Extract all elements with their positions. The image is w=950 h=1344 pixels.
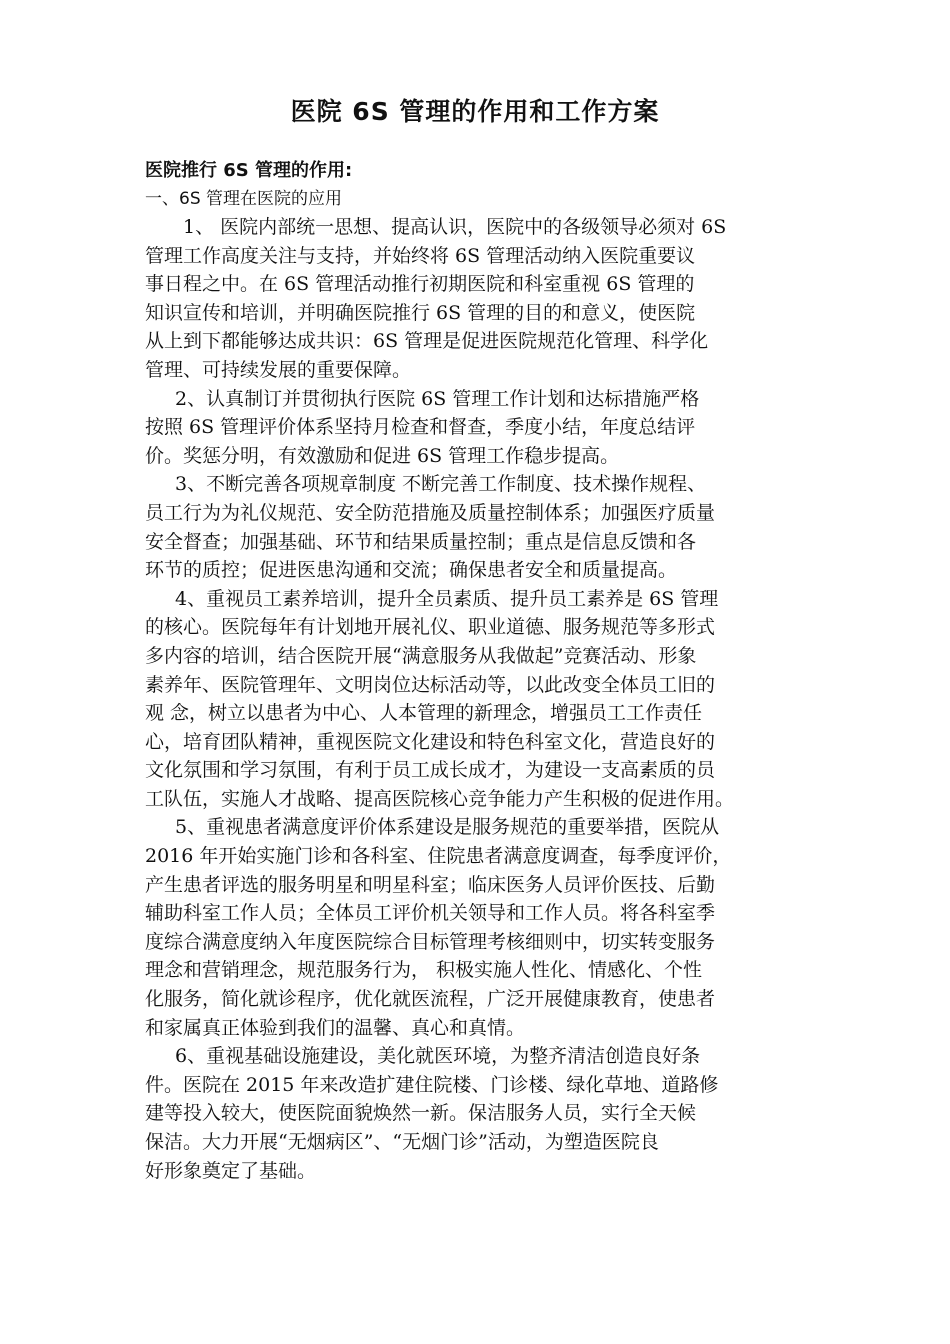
paragraph-line: 化服务，简化就诊程序，优化就医流程，广泛开展健康教育，使患者 — [145, 988, 716, 1011]
paragraph-line: 理念和营销理念，规范服务行为， 积极实施人性化、情感化、个性 — [145, 959, 703, 982]
paragraph-line: 2、认真制订并贯彻执行医院 6S 管理工作计划和达标措施严格 — [175, 387, 700, 410]
paragraph-line: 管理、可持续发展的重要保障。 — [145, 358, 412, 381]
paragraph-line: 2016 年开始实施门诊和各科室、住院患者满意度调查，每季度评价， — [145, 845, 732, 868]
paragraph-line: 员工行为为礼仪规范、安全防范措施及质量控制体系；加强医疗质量 — [145, 501, 716, 524]
paragraph-line: 5、重视患者满意度评价体系建设是服务规范的重要举措，医院从 — [175, 816, 720, 839]
paragraph-line: 度综合满意度纳入年度医院综合目标管理考核细则中，切实转变服务 — [145, 930, 716, 953]
paragraph-line: 按照 6S 管理评价体系坚持月检查和督查，季度小结，年度总结评 — [145, 416, 696, 439]
paragraph-line: 工队伍，实施人才战略、提高医院核心竞争能力产生积极的促进作用。 — [145, 787, 735, 810]
paragraph-line: 建等投入较大，使医院面貌焕然一新。保洁服务人员，实行全天候 — [145, 1102, 697, 1125]
paragraph-line: 从上到下都能够达成共识：6S 管理是促进医院规范化管理、科学化 — [145, 330, 709, 353]
document-title: 医院 6S 管理的作用和工作方案 — [290, 97, 660, 126]
paragraph-line: 知识宣传和培训，并明确医院推行 6S 管理的目的和意义，使医院 — [145, 301, 696, 324]
paragraph-line: 管理工作高度关注与支持，并始终将 6S 管理活动纳入医院重要议 — [145, 244, 696, 267]
paragraph-1 — [145, 213, 825, 385]
paragraph-3 — [145, 470, 825, 584]
paragraph-line: 安全督查；加强基础、环节和结果质量控制；重点是信息反馈和各 — [145, 530, 697, 553]
paragraph-line: 1、 医院内部统一思想、提高认识，医院中的各级领导必须对 6S — [183, 216, 727, 238]
paragraph-line: 价。奖惩分明，有效激励和促进 6S 管理工作稳步提高。 — [145, 444, 620, 467]
paragraph-line: 3、不断完善各项规章制度 不断完善工作制度、技术操作规程、 — [175, 473, 707, 496]
paragraph-line: 辅助科室工作人员；全体员工评价机关领导和工作人员。将各科室季 — [145, 902, 716, 925]
paragraph-4 — [145, 585, 825, 814]
paragraph-line: 的核心。医院每年有计划地开展礼仪、职业道德、服务规范等多形式 — [145, 616, 716, 639]
paragraph-line: 观 念，树立以患者为中心、人本管理的新理念，增强员工工作责任 — [145, 702, 703, 725]
paragraph-6 — [145, 1042, 825, 1185]
paragraph-line: 多内容的培训，结合医院开展“满意服务从我做起”竞赛活动、形象 — [145, 644, 697, 667]
paragraph-line: 环节的质控；促进医患沟通和交流；确保患者安全和质量提高。 — [145, 559, 678, 582]
paragraph-line: 好形象奠定了基础。 — [145, 1159, 317, 1182]
document-body — [145, 156, 825, 1185]
paragraph-line: 文化氛围和学习氛围，有利于员工成长成才，为建设一支高素质的员 — [145, 759, 716, 782]
paragraph-line: 事日程之中。在 6S 管理活动推行初期医院和科室重视 6S 管理的 — [145, 273, 695, 296]
paragraph-line: 保洁。大力开展“无烟病区”、“无烟门诊”活动，为塑造医院良 — [145, 1131, 659, 1153]
paragraph-line: 和家属真正体验到我们的温馨、真心和真情。 — [145, 1016, 526, 1039]
paragraph-line: 6、重视基础设施建设，美化就医环境，为整齐清洁创造良好条 — [175, 1045, 701, 1068]
subheading: 医院推行 6S 管理的作用: — [145, 160, 353, 181]
paragraph-line: 件。医院在 2015 年来改造扩建住院楼、门诊楼、绿化草地、道路修 — [145, 1073, 719, 1096]
paragraph-2 — [145, 385, 825, 471]
paragraph-line: 4、重视员工素养培训，提升全员素质、提升员工素养是 6S 管理 — [175, 587, 719, 610]
paragraph-line: 素养年、医院管理年、文明岗位达标活动等，以此改变全体员工旧的 — [145, 673, 716, 696]
paragraph-line: 产生患者评选的服务明星和明星科室；临床医务人员评价医技、后勤 — [145, 873, 716, 896]
paragraph-line: 心，培育团队精神，重视医院文化建设和特色科室文化，营造良好的 — [145, 730, 716, 753]
paragraph-5 — [145, 813, 825, 1042]
section-heading: 一、6S 管理在医院的应用 — [145, 189, 343, 209]
